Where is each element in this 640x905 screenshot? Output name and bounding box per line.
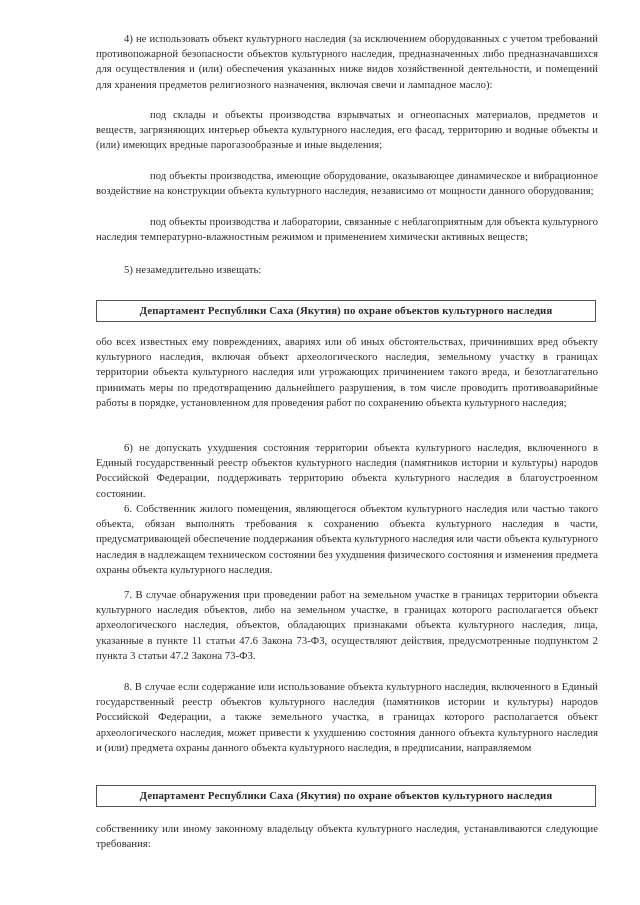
paragraph-item-4: 4) не использовать объект культурного наследия (за исключением оборудованных с учетом требований противопожарной безопасности объектов культурного наследия, предназначенных либо предназначавшихся для осуществления и (или) обеспечения указанных ниже видов хозяйственной деятельности, и помещений для хранения предметов религиозного назначения, включая свечи и лампадное масло):: [96, 34, 598, 91]
paragraph-section-8: 8. В случае если содержание или использование объекта культурного наследия, включенного в Единый государственный реестр объектов культурного наследия (памятников истории и культуры) народов Российской Федерации, а также земельного участка, в границах которого располагается объект археологического наследия, может привести к ухудшению состояния данного объекта культурного наследия и (или) предмета охраны данного объекта культурного наследия, в предписании, направляемом: [96, 682, 598, 754]
paragraph-requirements: собственнику или иному законному владельцу объекта культурного наследия, устанавливаются следующие требования:: [96, 824, 598, 851]
paragraph-section-6: 6. Собственник жилого помещения, являющегося объектом культурного наследия или частью такого объекта, обязан выполнять требования к сохранению объекта культурного наследия в части, предусматривающей обеспечение поддержания объекта культурного наследия или части объекта культурного наследия в надлежащем техническом состоянии без ухудшения физического состояния и изменения предмета охраны объекта культурного наследия.: [96, 504, 598, 576]
paragraph-damage-report: обо всех известных ему повреждениях, авариях или об иных обстоятельствах, причинивших вред объекту культурного наследия, включая объект археологического наследия, земельному участку в границах территории объекта культурного наследия или угрожающих причинением такого вреда, и безотлагательно принимать меры по предотвращению дальнейшего разрушения, в том числе проводить противоаварийные работы в порядке, установленном для проведения работ по сохранению объекта культурного наследия;: [96, 337, 598, 409]
paragraph-warehouses: под склады и объекты производства взрывчатых и огнеопасных материалов, предметов и веществ, загрязняющих интерьер объекта культурного наследия, его фасад, территорию и водные объекты и (или) имеющих вредные парогазообразные и иные выделения;: [96, 110, 598, 152]
paragraph-laboratories: под объекты производства и лаборатории, связанные с неблагоприятным для объекта культурного наследия температурно-влажностным режимом и применением химически активных веществ;: [96, 217, 598, 244]
paragraph-section-7: 7. В случае обнаружения при проведении работ на земельном участке в границах территории объекта культурного наследия объектов, либо на земельном участке, в границах которого располагается объект археологического наследия, объектов, обладающих признаками объекта культурного наследия, лица, указанные в пункте 11 статьи 47.6 Закона 73-ФЗ, осуществляют действия, предусмотренные подпунктом 2 пункта 3 статьи 47.2 Закона 73-ФЗ.: [96, 590, 598, 662]
department-stamp-top: Департамент Республики Саха (Якутия) по охране объектов культурного наследия: [96, 300, 596, 322]
paragraph-production-equipment: под объекты производства, имеющие оборудование, оказывающее динамическое и вибрационное воздействие на конструкции объекта культурного наследия, независимо от мощности данного оборудования;: [96, 171, 598, 198]
paragraph-item-5: 5) незамедлительно извещать:: [124, 265, 262, 276]
department-stamp-bottom: Департамент Республики Саха (Якутия) по охране объектов культурного наследия: [96, 785, 596, 807]
paragraph-item-6: 6) не допускать ухудшения состояния территории объекта культурного наследия, включенного в Единый государственный реестр объектов культурного наследия (памятников истории и культуры) народов Российской Федерации, поддерживать территорию объекта культурного наследия в благоустроенном состоянии.: [96, 443, 598, 500]
